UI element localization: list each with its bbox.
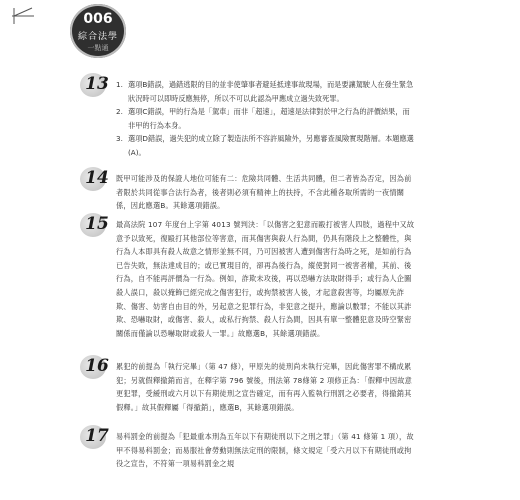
question-number: 17 [82,424,112,448]
page-badge [70,4,126,58]
answer-text: 累犯的前提為「執行完畢」（第 47 條），甲原先的徒刑尚未執行完畢，因此傷害罪不構成累犯；另就假釋撤銷而言，在釋字第 796 號後，刑法第 78條第 2 項修正為：「假釋中因故意更犯罪，受緩刑或六月以下有期徒刑之宣告確定，而有再入監執行刑罰之必要者，得撤銷其假釋。」故其假釋屬「得撤銷」，應選B，其餘選項錯誤。 [116,362,413,412]
answer-text: 既甲可能涉及的保證人地位可能有二：危險共同體、生活共同體，但二者皆為否定，因為前者限於共同從事合法行為者，後者則必須有精神上的扶持，不含此種各取所需的一夜情關係，因此應選B。其餘選項錯誤。 [116,174,412,211]
corner-mark-icon [12,6,34,26]
answer-sub-2: 2. 選項C錯誤，甲的行為是「駕車」而非「超速」，超速是法律對於甲之行為的評價結果，而非甲的行為本身。 [116,107,410,130]
answer-sub-1: 1. 選項B錯誤，過錯逃限的目的並非使肇事者避延抵達事故現場，而是要讓駕駛人在發生緊急狀況時可以即時反應無停，所以不可以此認為甲應成立過失致死罪。 [116,80,414,103]
answer-sub-3: 3. 選項D錯誤，過失犯的成立除了製造法所不容許風險外，另應審查風險實現階層。本題應選(A)。 [116,134,414,157]
answer-13 [85,74,416,160]
question-number: 16 [82,354,112,378]
subject-label: 綜合法學 [77,32,118,42]
question-number: 14 [82,166,112,190]
answer-14 [85,168,416,213]
subject-tag: 一點通 [87,44,109,52]
page-number: 006 [83,11,113,27]
question-number: 15 [82,212,112,236]
answer-text: 易科罰金的前提為「犯最重本刑為五年以下有期徒刑以下之刑之罪」（第 41 條第 1 項），故甲不得易科罰金；而易服社會勞動則無法定刑的限制，條文規定「受六月以下有期徒刑或拘役之宣告，不符第一項易科罰金之規 [116,432,414,469]
answer-15 [85,214,416,340]
answer-16 [85,356,416,414]
answer-text: 最高法院 107 年度台上字第 4013 號判決：「以傷害之犯意而毆打被害人四肢，過程中又故意予以致死，復毆打其他部位等害意，而其傷害與殺人行為間，仍具有階段上之整體性，與行為人本即具有殺人故意之情形並無不同，乃可因被害人遭到傷害行為時之死，是如前行為已告失敗，無法達成目的；或已實現目的，卻再為後行為，縱使對同一被害者權，其前、後行為，自不能再評價為一行為。例如，詐欺未攻後，再以恐嚇方法取財得手；或行為人企圖殺人誤口，殺以掩飾已經完成之傷害犯行，或拘禁被害人後，才起意殺害等，均屬原先詐欺、傷害、妨害自由目的外，另起意之犯罪行為，非犯意之提升，應論以數罪；不能以其詐欺、恐嚇取財，或傷害、殺人，或私行拘禁、殺人行為間，因具有單一整體犯意及時空緊密關係而僅論以恐嚇取財或殺人一罪。」故應選B，其餘選項錯誤。 [116,220,415,338]
question-number: 13 [82,72,112,96]
answer-17 [85,426,416,471]
